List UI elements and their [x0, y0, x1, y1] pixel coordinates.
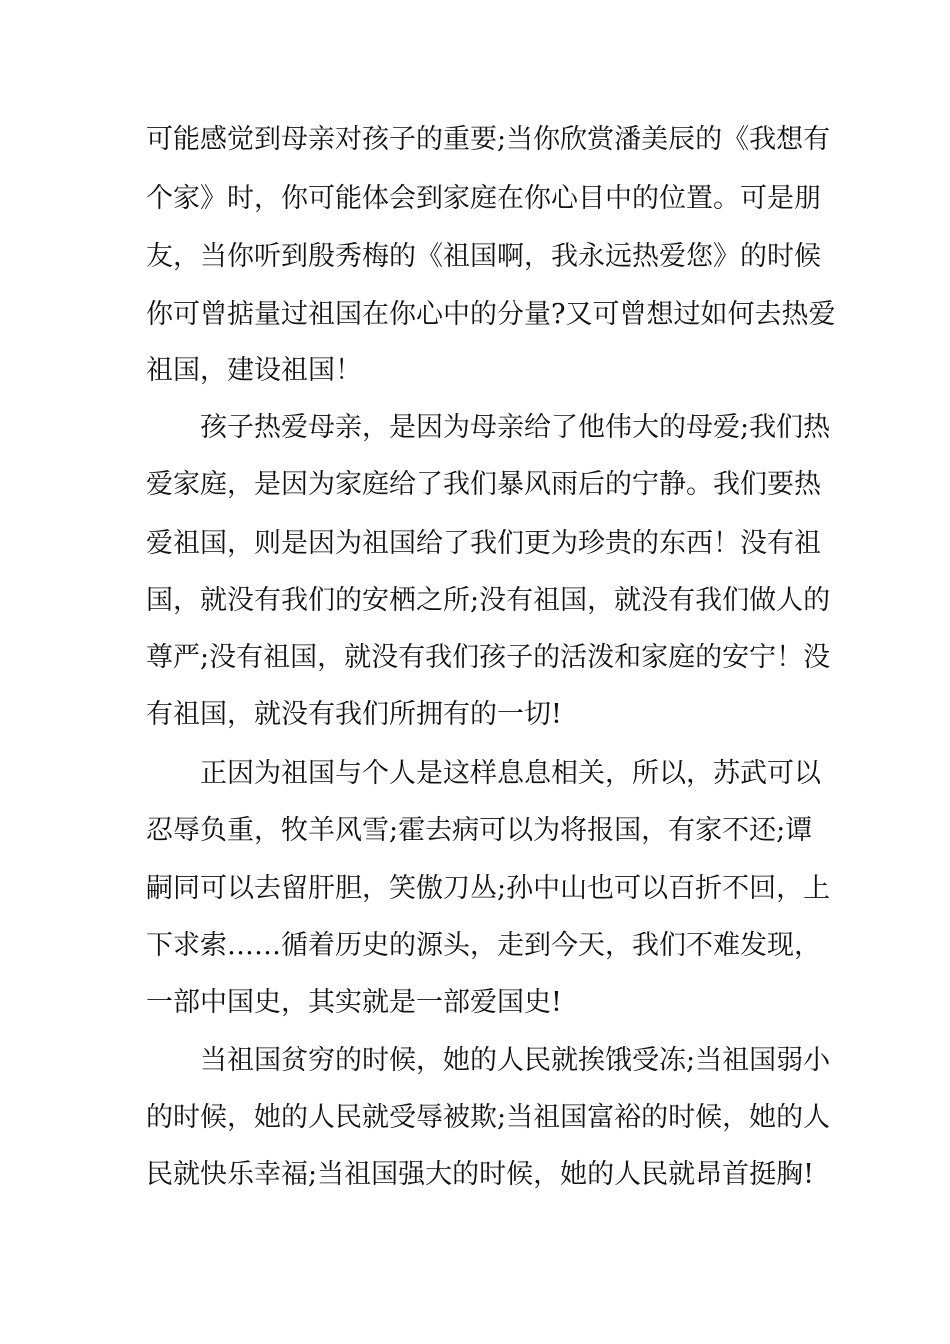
text-line: 有祖国，就没有我们所拥有的一切!	[146, 699, 562, 730]
text-line: 一部中国史，其实就是一部爱国史!	[146, 987, 562, 1018]
text-line: 爱家庭，是因为家庭给了我们暴风雨后的宁静。我们要热	[146, 469, 821, 500]
text-line: 友，当你听到殷秀梅的《祖国啊，我永远热爱您》的时候	[146, 241, 821, 272]
text-line: 嗣同可以去留肝胆，笑傲刀丛;孙中山也可以百折不回，上	[146, 873, 831, 904]
text-line: 爱祖国，则是因为祖国给了我们更为珍贵的东西！没有祖	[146, 528, 821, 559]
text-line: 孩子热爱母亲，是因为母亲给了他伟大的母爱;我们热	[200, 412, 831, 443]
text-line: 尊严;没有祖国，就没有我们孩子的活泼和家庭的安宁！没	[146, 642, 831, 673]
text-line: 祖国，建设祖国！	[146, 355, 362, 386]
text-line: 正因为祖国与个人是这样息息相关，所以，苏武可以	[200, 758, 821, 789]
text-line: 忍辱负重，牧羊风雪;霍去病可以为将报国，有家不还;谭	[146, 815, 813, 846]
text-line: 个家》时，你可能体会到家庭在你心目中的位置。可是朋	[146, 183, 821, 214]
text-line: 当祖国贫穷的时候，她的人民就挨饿受冻;当祖国弱小	[200, 1045, 831, 1076]
text-line: 民就快乐幸福;当祖国强大的时候，她的人民就昂首挺胸!	[146, 1159, 814, 1190]
text-line: 国，就没有我们的安栖之所;没有祖国，就没有我们做人的	[146, 585, 831, 616]
text-line: 下求索……循着历史的源头，走到今天，我们不难发现，	[146, 930, 821, 961]
text-line: 你可曾掂量过祖国在你心中的分量?又可曾想过如何去热爱	[146, 299, 836, 330]
text-line: 可能感觉到母亲对孩子的重要;当你欣赏潘美辰的《我想有	[146, 124, 831, 155]
text-line: 的时候，她的人民就受辱被欺;当祖国富裕的时候，她的人	[146, 1102, 831, 1133]
